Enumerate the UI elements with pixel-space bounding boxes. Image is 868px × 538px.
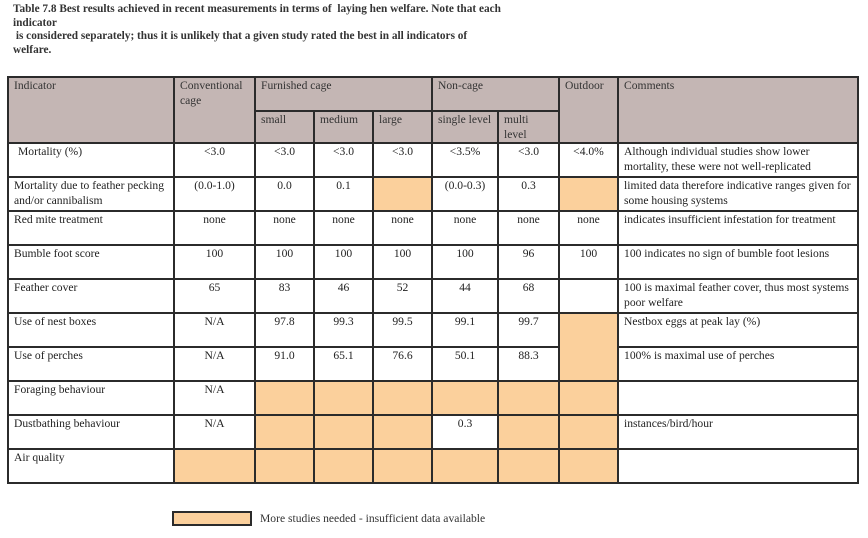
indicator-cell: Mortality due to feather pecking and/or cannibalism	[8, 177, 174, 211]
header-furnished-large: large	[373, 111, 432, 143]
caption-line: welfare.	[13, 43, 52, 56]
medium-cell: 0.1	[314, 177, 373, 211]
header-row	[8, 77, 858, 111]
comment-cell: 100 indicates no sign of bumble foot lesions	[618, 245, 858, 279]
multi-level-cell-insufficient-data	[498, 449, 559, 483]
small-cell: 91.0	[255, 347, 314, 381]
header-comments: Comments	[618, 77, 858, 143]
header-noncage-single: single level	[432, 111, 498, 143]
conventional-cell: N/A	[174, 415, 255, 449]
small-cell: none	[255, 211, 314, 245]
table-row	[8, 211, 858, 245]
comment-cell: indicates insufficient infestation for treatment	[618, 211, 858, 245]
comment-cell	[618, 449, 858, 483]
outdoor-cell-insufficient-data	[559, 177, 618, 211]
header-furnished-small: small	[255, 111, 314, 143]
indicator-cell: Mortality (%)	[8, 143, 174, 177]
caption-line: is considered separately; thus it is unlikely that a given study rated the best in all indicators of	[13, 30, 468, 42]
table-row	[8, 177, 858, 211]
multi-level-cell-insufficient-data	[498, 381, 559, 415]
outdoor-cell-insufficient-data	[559, 313, 618, 381]
outdoor-cell: <4.0%	[559, 143, 618, 177]
multi-level-cell: none	[498, 211, 559, 245]
large-cell-insufficient-data	[373, 177, 432, 211]
single-level-cell: <3.5%	[432, 143, 498, 177]
medium-cell: 65.1	[314, 347, 373, 381]
large-cell: <3.0	[373, 143, 432, 177]
large-cell-insufficient-data	[373, 381, 432, 415]
header-outdoor: Outdoor	[559, 77, 618, 143]
conventional-cell: N/A	[174, 381, 255, 415]
indicator-cell: Feather cover	[8, 279, 174, 313]
table-row	[8, 415, 858, 449]
multi-level-cell: 0.3	[498, 177, 559, 211]
medium-cell: <3.0	[314, 143, 373, 177]
single-level-cell: 50.1	[432, 347, 498, 381]
indicator-cell: Use of perches	[8, 347, 174, 381]
medium-cell-insufficient-data	[314, 381, 373, 415]
header-indicator: Indicator	[8, 77, 174, 143]
single-level-cell: 99.1	[432, 313, 498, 347]
multi-level-cell: 96	[498, 245, 559, 279]
header-furnished-medium: medium	[314, 111, 373, 143]
single-level-cell: 44	[432, 279, 498, 313]
legend	[172, 511, 485, 526]
comment-cell: limited data therefore indicative ranges given for some housing systems	[618, 177, 858, 211]
indicator-cell: Bumble foot score	[8, 245, 174, 279]
outdoor-cell-insufficient-data	[559, 449, 618, 483]
legend-label: More studies needed - insufficient data available	[260, 512, 486, 525]
comment-cell: instances/bird/hour	[618, 415, 858, 449]
large-cell: 100	[373, 245, 432, 279]
table-row	[8, 381, 858, 415]
medium-cell: 46	[314, 279, 373, 313]
single-level-cell: none	[432, 211, 498, 245]
large-cell: none	[373, 211, 432, 245]
indicator-cell: Red mite treatment	[8, 211, 174, 245]
comment-cell: 100 is maximal feather cover, thus most systems poor welfare	[618, 279, 858, 313]
small-cell: 100	[255, 245, 314, 279]
small-cell-insufficient-data	[255, 449, 314, 483]
large-cell: 76.6	[373, 347, 432, 381]
conventional-cell: N/A	[174, 313, 255, 347]
welfare-table	[7, 76, 859, 484]
medium-cell-insufficient-data	[314, 449, 373, 483]
table-row	[8, 279, 858, 313]
caption-line: Table 7.8 Best results achieved in recent measurements in terms of laying hen welfare. Note that each	[13, 3, 501, 15]
comment-cell	[618, 381, 858, 415]
conventional-cell: 65	[174, 279, 255, 313]
small-cell: 0.0	[255, 177, 314, 211]
comment-cell: 100% is maximal use of perches	[618, 347, 858, 381]
large-cell-insufficient-data	[373, 449, 432, 483]
outdoor-cell: none	[559, 211, 618, 245]
single-level-cell: 0.3	[432, 415, 498, 449]
table-row	[8, 143, 858, 177]
medium-cell: none	[314, 211, 373, 245]
table-row	[8, 313, 858, 347]
header-conventional-cage: Conventional cage	[174, 77, 255, 143]
medium-cell: 99.3	[314, 313, 373, 347]
small-cell: 97.8	[255, 313, 314, 347]
table-caption	[13, 3, 573, 57]
multi-level-cell: <3.0	[498, 143, 559, 177]
large-cell: 52	[373, 279, 432, 313]
medium-cell-insufficient-data	[314, 415, 373, 449]
single-level-cell-insufficient-data	[432, 449, 498, 483]
indicator-cell: Use of nest boxes	[8, 313, 174, 347]
small-cell-insufficient-data	[255, 381, 314, 415]
insufficient-data-swatch	[172, 511, 252, 526]
multi-level-cell-insufficient-data	[498, 415, 559, 449]
conventional-cell: (0.0-1.0)	[174, 177, 255, 211]
table-row	[8, 449, 858, 483]
comment-cell: Although individual studies show lower mortality, these were not well-replicated	[618, 143, 858, 177]
single-level-cell: (0.0-0.3)	[432, 177, 498, 211]
large-cell: 99.5	[373, 313, 432, 347]
table-row	[8, 245, 858, 279]
small-cell: <3.0	[255, 143, 314, 177]
indicator-cell: Foraging behaviour	[8, 381, 174, 415]
comment-cell: Nestbox eggs at peak lay (%)	[618, 313, 858, 347]
outdoor-cell-insufficient-data	[559, 381, 618, 415]
conventional-cell-insufficient-data	[174, 449, 255, 483]
caption-line: indicator	[13, 16, 57, 29]
large-cell-insufficient-data	[373, 415, 432, 449]
outdoor-cell-insufficient-data	[559, 415, 618, 449]
indicator-cell: Dustbathing behaviour	[8, 415, 174, 449]
multi-level-cell: 88.3	[498, 347, 559, 381]
header-noncage-multi: multi level	[498, 111, 559, 143]
outdoor-cell	[559, 279, 618, 313]
small-cell: 83	[255, 279, 314, 313]
single-level-cell-insufficient-data	[432, 381, 498, 415]
medium-cell: 100	[314, 245, 373, 279]
header-non-cage: Non-cage	[432, 77, 559, 111]
indicator-cell: Air quality	[8, 449, 174, 483]
table-row	[8, 347, 858, 381]
conventional-cell: none	[174, 211, 255, 245]
header-furnished-cage: Furnished cage	[255, 77, 432, 111]
single-level-cell: 100	[432, 245, 498, 279]
multi-level-cell: 68	[498, 279, 559, 313]
conventional-cell: N/A	[174, 347, 255, 381]
conventional-cell: <3.0	[174, 143, 255, 177]
multi-level-cell: 99.7	[498, 313, 559, 347]
outdoor-cell: 100	[559, 245, 618, 279]
conventional-cell: 100	[174, 245, 255, 279]
small-cell-insufficient-data	[255, 415, 314, 449]
